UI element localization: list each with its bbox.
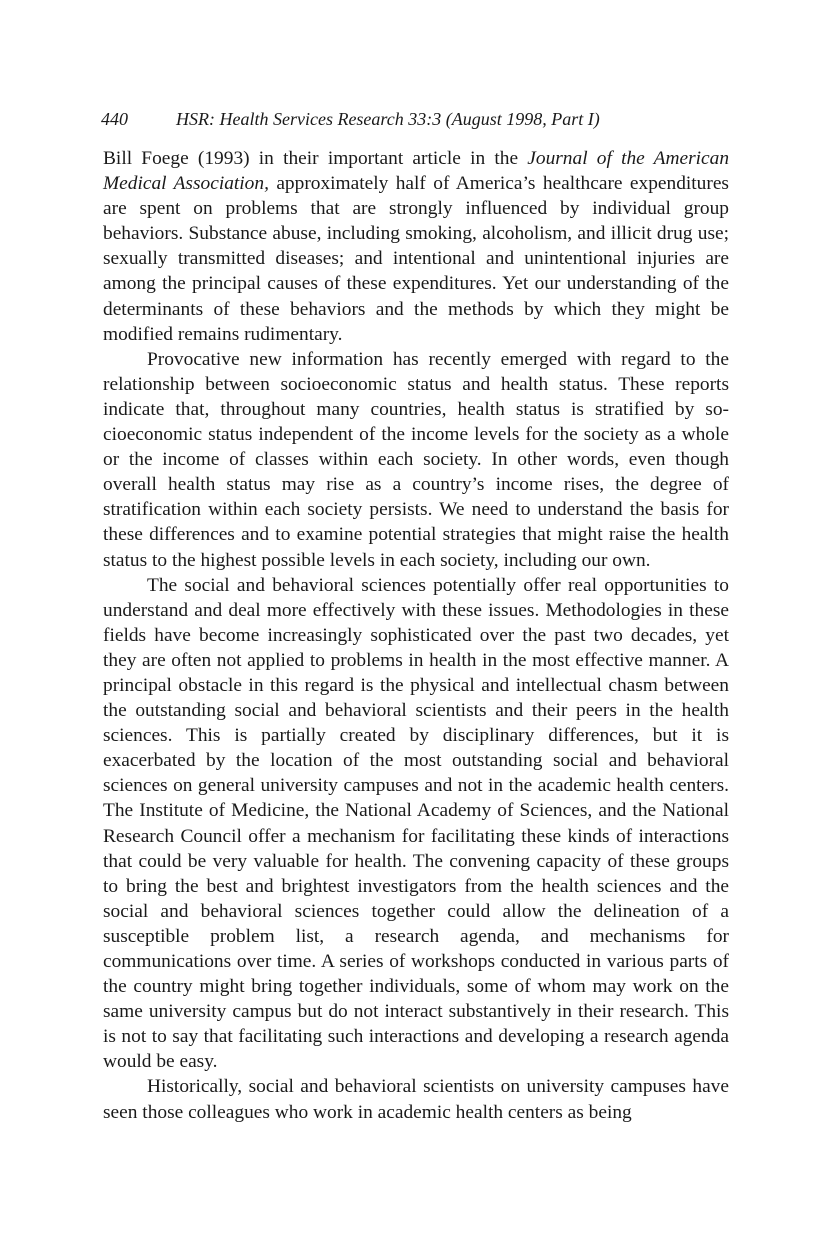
paragraph-1-rest: approximately half of America’s healthcare expenditures are spent on problems that are strongly influenced by individual group behaviors. Substance abuse, including smoking, alcoholism, and illicit drug use; sexually transmitted diseases; and intentional and unintentional injuries are among the principal causes of these expenditures. Yet our understanding of the determinants of these behaviors and the methods by which they might be modified remains rudimentary. bbox=[103, 173, 729, 345]
paragraph-4: Historically, social and behavioral scientists on university campuses have seen those colleagues who work in academic health centers as being bbox=[103, 1076, 729, 1123]
paragraph-1 bbox=[103, 146, 729, 347]
page-number: 440 bbox=[101, 109, 128, 129]
journal-name: Journal of the American Medical Association, bbox=[103, 148, 730, 195]
document-page bbox=[103, 108, 729, 1125]
article-body bbox=[103, 146, 729, 1125]
running-head bbox=[103, 108, 729, 130]
journal-citation: HSR: Health Services Research 33:3 (August 1998, Part I) bbox=[176, 109, 600, 129]
paragraph-1-lead: Bill Foege (1993) in their important article in the bbox=[103, 148, 528, 169]
paragraph-2: Provocative new information has recently emerged with regard to the relationship between socioeconomic status and health status. These reports indicate that, throughout many countries, health status is stratified by socioeconomic status independent of the income levels for the society as a whole or the income of classes within each society. In other words, even though overall health status may rise as a country’s income rises, the degree of stratification within each society persists. We need to understand the basis for these differences and to examine potential strategies that might raise the health status to the highest possible levels in each society, including our own. bbox=[103, 348, 729, 571]
paragraph-3: The social and behavioral sciences potentially offer real opportunities to understand and deal more effectively with these issues. Methodologies in these fields have become increasingly sophisticated over the past two decades, yet they are often not applied to problems in health in the most effective manner. A principal obstacle in this regard is the physical and intellectual chasm between the outstanding social and behavioral scientists and their peers in the health sciences. This is partially created by disciplinary differences, but it is exacerbated by the location of the most outstanding social and behavioral sciences on general university campuses and not in the academic health centers. The Institute of Medicine, the National Academy of Sciences, and the National Research Council offer a mechanism for facilitating these kinds of interactions that could be very valuable for health. The convening capacity of these groups to bring the best and brightest investigators from the health sciences and the social and behavioral sciences together could allow the delineation of a susceptible problem list, a research agenda, and mechanisms for communications over time. A series of workshops conducted in various parts of the country might bring together individuals, some of whom may work on the same university campus but do not interact substantively in their research. This is not to say that facilitating such interactions and developing a research agenda would be easy. bbox=[103, 574, 729, 1073]
